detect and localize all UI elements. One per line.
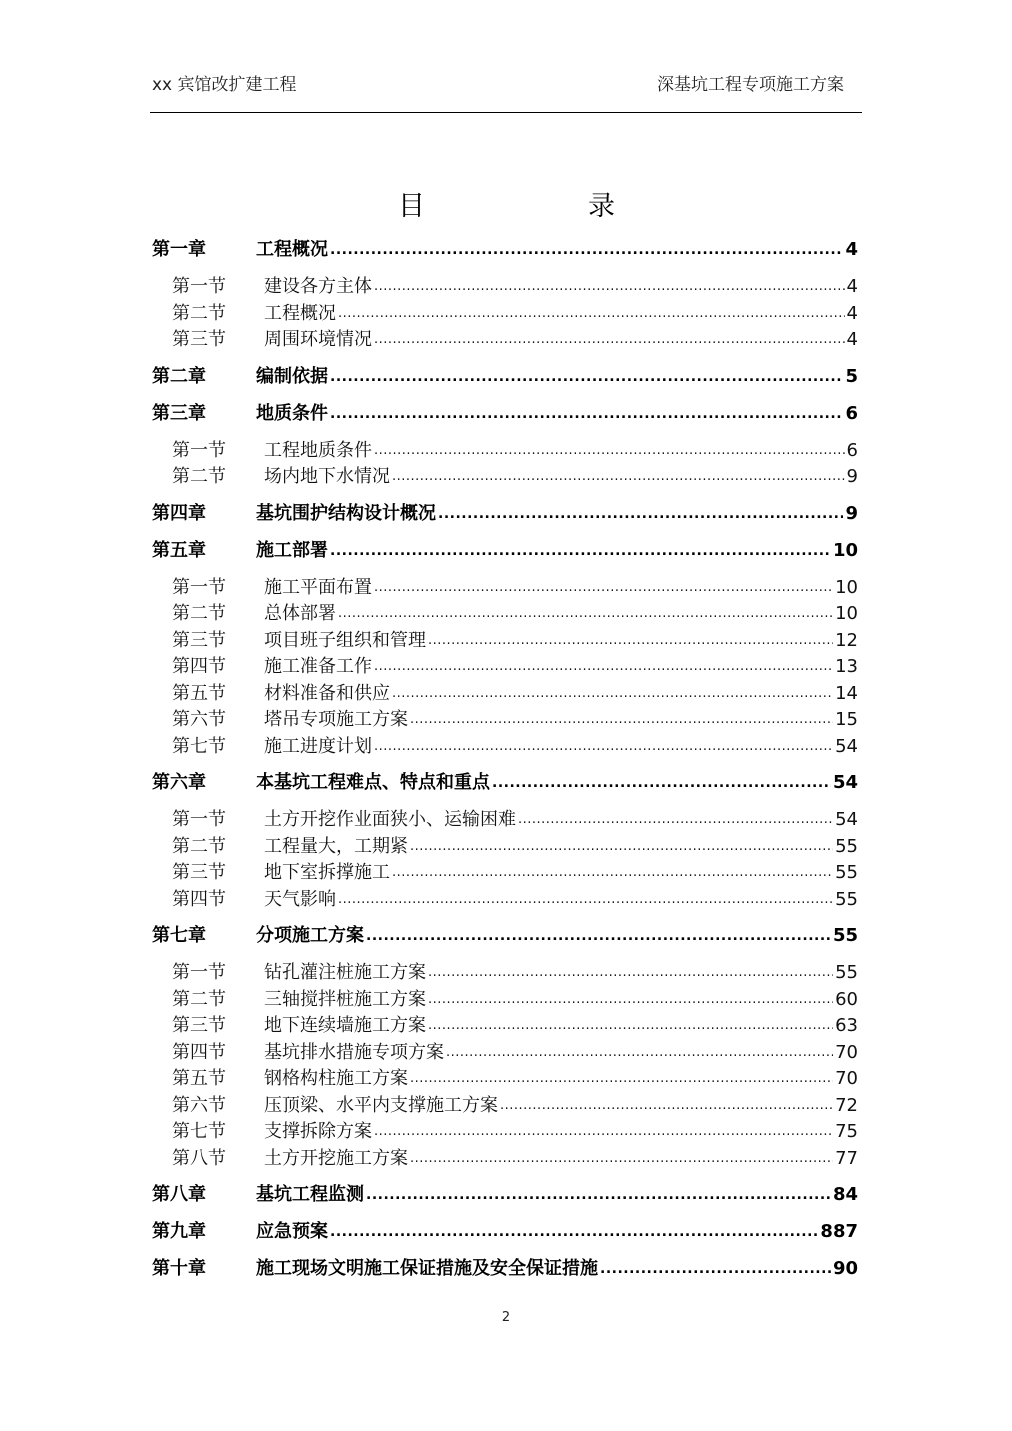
toc-entry-title: 天气影响 — [264, 888, 336, 910]
toc-entry-number: 第九章 — [152, 1221, 206, 1242]
toc-dot-leader — [330, 400, 843, 428]
toc-entry-page: 13 — [835, 656, 858, 677]
toc-dot-leader — [374, 575, 833, 602]
toc-section-entry[interactable] — [152, 960, 858, 987]
toc-entry-page: 75 — [835, 1121, 858, 1142]
toc-chapter-entry[interactable] — [152, 500, 858, 528]
toc-entry-page: 887 — [820, 1221, 858, 1242]
toc-entry-title: 施工平面布置 — [264, 576, 372, 598]
toc-dot-leader — [374, 1119, 833, 1146]
toc-entry-title: 地下室拆撑施工 — [264, 862, 390, 883]
toc-entry-title: 工程地质条件 — [264, 439, 372, 461]
toc-entry-title: 应急预案 — [256, 1221, 328, 1242]
toc-entry-title: 总体部署 — [264, 603, 336, 624]
toc-dot-leader — [392, 860, 833, 887]
toc-entry-title: 地下连续墙施工方案 — [264, 1015, 426, 1036]
toc-entry-title: 压顶梁、水平内支撑施工方案 — [264, 1094, 498, 1116]
toc-entry-number: 第二节 — [172, 302, 226, 324]
toc-dot-leader — [338, 301, 845, 328]
toc-section-entry[interactable] — [152, 1093, 858, 1120]
toc-dot-leader — [428, 987, 833, 1014]
toc-entry-title: 钢格构柱施工方案 — [264, 1068, 408, 1089]
toc-entry-number: 第六章 — [152, 772, 206, 793]
toc-dot-leader — [518, 807, 833, 834]
toc-section-entry[interactable] — [152, 860, 858, 887]
toc-entry-title: 施工现场文明施工保证措施及安全保证措施 — [256, 1258, 598, 1279]
toc-entry-number: 第四节 — [172, 888, 226, 910]
toc-section-entry[interactable] — [152, 707, 858, 734]
table-of-contents — [152, 236, 858, 1283]
toc-dot-leader — [366, 1181, 831, 1209]
toc-chapter-entry[interactable] — [152, 236, 858, 264]
toc-chapter-entry[interactable] — [152, 922, 858, 950]
toc-section-entry[interactable] — [152, 887, 858, 914]
toc-dot-leader — [428, 628, 833, 655]
toc-section-entry[interactable] — [152, 1013, 858, 1040]
toc-entry-number: 第五节 — [172, 682, 226, 704]
toc-entry-page: 63 — [835, 1015, 858, 1036]
header-divider — [150, 112, 862, 113]
toc-dot-leader — [428, 960, 833, 987]
toc-entry-title: 钻孔灌注桩施工方案 — [264, 962, 426, 983]
toc-dot-leader — [410, 707, 833, 734]
toc-entry-title: 土方开挖施工方案 — [264, 1147, 408, 1169]
toc-entry-number: 第七节 — [172, 735, 226, 757]
toc-entry-title: 建设各方主体 — [264, 276, 372, 297]
toc-entry-number: 第二节 — [172, 603, 226, 624]
toc-entry-page: 60 — [835, 988, 858, 1010]
toc-entry-title: 施工准备工作 — [264, 656, 372, 677]
toc-section-entry[interactable] — [152, 464, 858, 491]
toc-section-entry[interactable] — [152, 327, 858, 354]
toc-entry-number: 第二节 — [172, 466, 226, 487]
toc-chapter-entry[interactable] — [152, 537, 858, 565]
toc-chapter-entry[interactable] — [152, 1255, 858, 1283]
header-project-name: xx 宾馆改扩建工程 — [152, 75, 297, 95]
toc-entry-title: 基坑排水措施专项方案 — [264, 1041, 444, 1063]
toc-entry-title: 工程概况 — [256, 239, 328, 260]
toc-section-entry[interactable] — [152, 301, 858, 328]
toc-section-entry[interactable] — [152, 601, 858, 628]
toc-dot-leader — [330, 537, 831, 565]
toc-section-entry[interactable] — [152, 1066, 858, 1093]
toc-entry-number: 第七节 — [172, 1121, 226, 1142]
toc-dot-leader — [428, 1013, 833, 1040]
toc-section-entry[interactable] — [152, 681, 858, 708]
toc-entry-page: 10 — [832, 539, 858, 561]
toc-dot-leader — [410, 1146, 833, 1173]
toc-dot-leader — [338, 601, 833, 628]
toc-dot-leader — [500, 1093, 833, 1120]
toc-entry-page: 10 — [835, 603, 858, 624]
toc-dot-leader — [374, 438, 845, 465]
toc-entry-page: 9 — [845, 502, 858, 524]
toc-dot-leader — [392, 464, 845, 491]
toc-entry-page: 5 — [845, 365, 858, 387]
toc-entry-number: 第三节 — [172, 1015, 226, 1036]
toc-entry-page: 55 — [835, 862, 858, 883]
toc-dot-leader — [374, 734, 833, 761]
toc-entry-number: 第二节 — [172, 988, 226, 1010]
toc-entry-number: 第八节 — [172, 1147, 226, 1169]
header-document-name: 深基坑工程专项施工方案 — [657, 75, 844, 95]
toc-entry-title: 塔吊专项施工方案 — [264, 709, 408, 730]
toc-entry-number: 第一节 — [172, 809, 226, 830]
toc-section-entry[interactable] — [152, 274, 858, 301]
toc-entry-title: 场内地下水情况 — [264, 466, 390, 487]
toc-entry-title: 基坑围护结构设计概况 — [256, 502, 436, 524]
toc-entry-page: 15 — [835, 709, 858, 730]
toc-entry-title: 施工部署 — [256, 539, 328, 561]
toc-section-entry[interactable] — [152, 987, 858, 1014]
toc-entry-page: 84 — [832, 1184, 858, 1205]
toc-entry-title: 工程量大，工期紧 — [264, 835, 408, 857]
toc-entry-number: 第十章 — [152, 1258, 206, 1279]
toc-entry-page: 72 — [835, 1094, 858, 1116]
toc-section-entry[interactable] — [152, 438, 858, 465]
toc-entry-number: 第五节 — [172, 1068, 226, 1089]
toc-entry-number: 第三节 — [172, 629, 226, 651]
toc-entry-title: 材料准备和供应 — [264, 682, 390, 704]
toc-entry-number: 第八章 — [152, 1184, 206, 1205]
toc-entry-number: 第七章 — [152, 925, 206, 946]
toc-entry-title: 基坑工程监测 — [256, 1184, 364, 1205]
toc-entry-page: 90 — [832, 1258, 858, 1279]
toc-entry-number: 第一节 — [172, 439, 226, 461]
toc-dot-leader — [330, 363, 843, 391]
toc-entry-page: 54 — [835, 809, 858, 830]
toc-entry-number: 第三节 — [172, 329, 226, 350]
toc-entry-title: 项目班子组织和管理 — [264, 629, 426, 651]
toc-chapter-entry[interactable] — [152, 1181, 858, 1209]
toc-dot-leader — [330, 236, 843, 264]
toc-section-entry[interactable] — [152, 1040, 858, 1067]
toc-dot-leader — [600, 1255, 831, 1283]
toc-entry-page: 14 — [835, 682, 858, 704]
toc-entry-page: 55 — [835, 835, 858, 857]
toc-title-char-2: 录 — [588, 191, 615, 222]
toc-section-entry[interactable] — [152, 1119, 858, 1146]
toc-title-char-1: 目 — [398, 191, 425, 222]
toc-entry-page: 10 — [835, 576, 858, 598]
page-header — [152, 70, 862, 100]
toc-dot-leader — [438, 500, 843, 528]
toc-entry-number: 第一节 — [172, 962, 226, 983]
toc-dot-leader — [330, 1218, 818, 1246]
toc-dot-leader — [392, 681, 833, 708]
toc-entry-number: 第四章 — [152, 502, 206, 524]
toc-chapter-entry[interactable] — [152, 769, 858, 797]
toc-entry-title: 周围环境情况 — [264, 329, 372, 350]
page-number: 2 — [501, 1310, 511, 1325]
toc-entry-title: 工程概况 — [264, 302, 336, 324]
toc-section-entry[interactable] — [152, 628, 858, 655]
toc-chapter-entry[interactable] — [152, 363, 858, 391]
toc-entry-title: 编制依据 — [256, 365, 328, 387]
toc-dot-leader — [410, 834, 833, 861]
toc-section-entry[interactable] — [152, 807, 858, 834]
toc-entry-page: 55 — [835, 888, 858, 910]
toc-entry-page: 54 — [832, 772, 858, 793]
toc-entry-page: 6 — [846, 439, 858, 461]
toc-entry-number: 第一节 — [172, 276, 226, 297]
toc-entry-number: 第三节 — [172, 862, 226, 883]
toc-entry-page: 9 — [846, 466, 858, 487]
toc-entry-number: 第四节 — [172, 656, 226, 677]
toc-entry-number: 第四节 — [172, 1041, 226, 1063]
toc-dot-leader — [492, 769, 831, 797]
toc-dot-leader — [338, 887, 833, 914]
toc-dot-leader — [374, 327, 845, 354]
toc-entry-number: 第六节 — [172, 1094, 226, 1116]
toc-dot-leader — [374, 654, 833, 681]
toc-entry-page: 55 — [832, 925, 858, 946]
toc-section-entry[interactable] — [152, 834, 858, 861]
toc-entry-number: 第三章 — [152, 402, 206, 424]
toc-entry-number: 第二章 — [152, 365, 206, 387]
toc-entry-page: 4 — [845, 239, 858, 260]
toc-chapter-entry[interactable] — [152, 400, 858, 428]
toc-entry-title: 地质条件 — [256, 402, 328, 424]
toc-entry-page: 4 — [846, 329, 858, 350]
toc-title — [0, 184, 1012, 224]
toc-dot-leader — [410, 1066, 833, 1093]
toc-entry-page: 12 — [835, 629, 858, 651]
toc-chapter-entry[interactable] — [152, 1218, 858, 1246]
toc-entry-title: 三轴搅拌桩施工方案 — [264, 988, 426, 1010]
toc-entry-number: 第六节 — [172, 709, 226, 730]
toc-dot-leader — [374, 274, 845, 301]
toc-section-entry[interactable] — [152, 575, 858, 602]
toc-entry-title: 土方开挖作业面狭小、运输困难 — [264, 809, 516, 830]
toc-entry-page: 77 — [835, 1147, 858, 1169]
toc-entry-title: 本基坑工程难点、特点和重点 — [256, 772, 490, 793]
toc-dot-leader — [446, 1040, 833, 1067]
toc-section-entry[interactable] — [152, 1146, 858, 1173]
toc-entry-page: 55 — [835, 962, 858, 983]
toc-entry-page: 70 — [835, 1068, 858, 1089]
toc-entry-page: 54 — [835, 735, 858, 757]
toc-entry-title: 分项施工方案 — [256, 925, 364, 946]
toc-section-entry[interactable] — [152, 734, 858, 761]
toc-entry-page: 6 — [845, 402, 858, 424]
toc-entry-title: 支撑拆除方案 — [264, 1121, 372, 1142]
toc-entry-number: 第一节 — [172, 576, 226, 598]
toc-entry-page: 4 — [846, 276, 858, 297]
toc-entry-number: 第五章 — [152, 539, 206, 561]
toc-dot-leader — [366, 922, 831, 950]
toc-section-entry[interactable] — [152, 654, 858, 681]
toc-entry-page: 70 — [835, 1041, 858, 1063]
toc-entry-number: 第二节 — [172, 835, 226, 857]
toc-entry-title: 施工进度计划 — [264, 735, 372, 757]
toc-entry-page: 4 — [846, 302, 858, 324]
toc-entry-number: 第一章 — [152, 239, 206, 260]
